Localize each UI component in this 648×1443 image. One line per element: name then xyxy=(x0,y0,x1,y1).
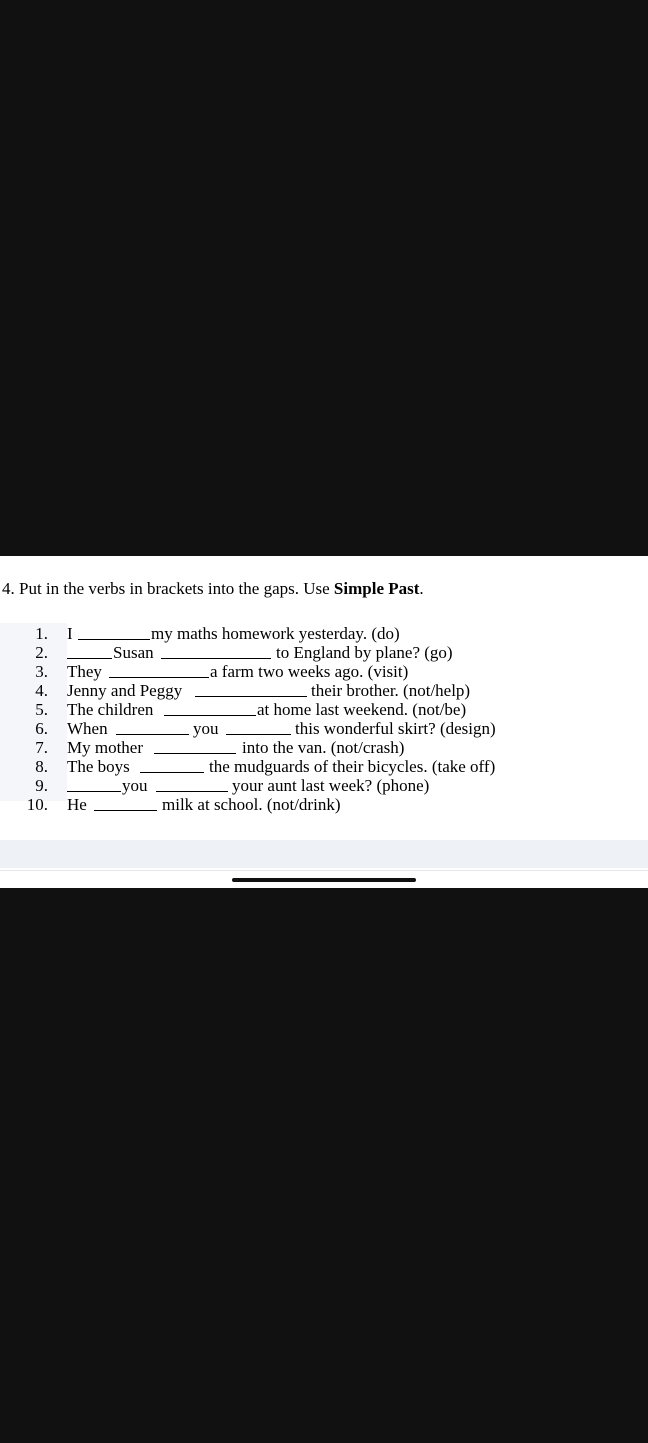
item-text: milk at school. (not/drink) xyxy=(162,795,341,814)
answer-gap[interactable] xyxy=(67,643,112,659)
answer-gap[interactable] xyxy=(67,776,121,792)
item-text: He xyxy=(67,795,87,814)
answer-gap[interactable] xyxy=(109,662,209,678)
item-text: you xyxy=(193,719,219,738)
answer-gap[interactable] xyxy=(94,795,157,811)
item-text: Jenny and Peggy xyxy=(67,681,183,700)
item-text: this wonderful skirt? (design) xyxy=(295,719,496,738)
answer-gap[interactable] xyxy=(195,681,307,697)
item-number: 6. xyxy=(35,719,48,738)
item-text: The children xyxy=(67,700,154,719)
heading-end: . xyxy=(419,579,424,598)
answer-gap[interactable] xyxy=(226,719,291,735)
bottom-band xyxy=(0,840,648,868)
item-text: Susan xyxy=(113,643,154,662)
heading-text: 4. Put in the verbs in brackets into the gaps. Use xyxy=(2,579,334,598)
answer-gap[interactable] xyxy=(161,643,271,659)
answer-gap[interactable] xyxy=(154,738,236,754)
item-text: my maths homework yesterday. (do) xyxy=(151,624,400,643)
home-indicator[interactable] xyxy=(232,878,416,882)
item-text: They xyxy=(67,662,102,681)
item-number: 9. xyxy=(35,776,48,795)
heading-bold: Simple Past xyxy=(333,579,420,598)
item-number: 2. xyxy=(35,643,48,662)
answer-gap[interactable] xyxy=(140,757,204,773)
item-text: The boys xyxy=(67,757,130,776)
worksheet-card xyxy=(0,556,648,888)
item-text: My mother xyxy=(67,738,144,757)
item-number: 4. xyxy=(35,681,48,700)
item-text: When xyxy=(67,719,108,738)
answer-gap[interactable] xyxy=(164,700,256,716)
item-text: their brother. (not/help) xyxy=(311,681,471,700)
item-number: 3. xyxy=(35,662,48,681)
answer-gap[interactable] xyxy=(78,624,150,640)
answer-gap[interactable] xyxy=(156,776,228,792)
item-number: 1. xyxy=(35,624,48,643)
item-text: into the van. (not/crash) xyxy=(242,738,405,757)
item-text: you xyxy=(122,776,148,795)
item-text: at home last weekend. (not/be) xyxy=(257,700,467,719)
item-text: a farm two weeks ago. (visit) xyxy=(210,662,409,681)
item-number: 5. xyxy=(35,700,48,719)
exercise-heading xyxy=(2,579,424,599)
item-text: to England by plane? (go) xyxy=(276,643,453,662)
separator-line xyxy=(0,870,648,871)
item-text: I xyxy=(67,624,73,643)
item-number: 7. xyxy=(35,738,48,757)
item-text: your aunt last week? (phone) xyxy=(232,776,430,795)
item-number: 8. xyxy=(35,757,48,776)
item-number: 10. xyxy=(26,795,48,814)
answer-gap[interactable] xyxy=(116,719,189,735)
item-text: the mudguards of their bicycles. (take off) xyxy=(209,757,496,776)
